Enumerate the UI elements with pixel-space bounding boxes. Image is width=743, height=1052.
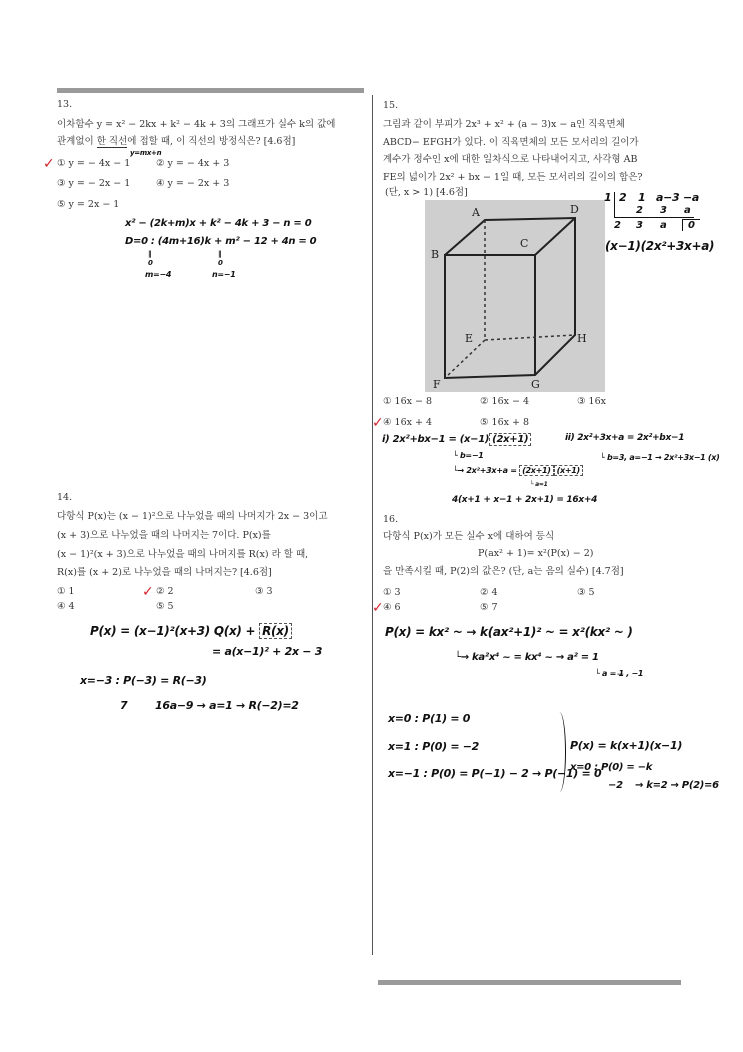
equation: P(ax² + 1)= x²(P(x) − 2)	[478, 548, 594, 559]
question-text: 이차함수 y = x² − 2kx + k² − 4k + 3의 그래프가 실수 k의 값에	[57, 119, 336, 130]
cell: 2	[636, 205, 643, 216]
handwriting: 7	[120, 699, 128, 712]
question-text: 다항식 P(x)는 (x − 1)²으로 나누었을 때의 나머지가 2x − 3이고	[57, 511, 328, 522]
choice-5[interactable]: ⑤ 5	[156, 601, 174, 612]
question-text: 다항식 P(x)가 모든 실수 x에 대하여 등식	[383, 531, 555, 542]
question-text: (x + 3)으로 나누었을 때의 나머지는 7이다. P(x)를	[57, 530, 271, 541]
choice-2[interactable]: ② 4	[480, 587, 498, 598]
choice-1[interactable]: ① y = − 4x − 1	[57, 158, 131, 169]
label-h: H	[577, 332, 587, 345]
handwriting: └ a=1	[530, 481, 548, 488]
question-text: 계수가 정수인 x에 대한 일차식으로 나타내어지고, 사각형 AB	[383, 154, 638, 165]
question-text: 그림과 같이 부피가 2x³ + x² + (a − 3)x − a인 직육면체	[383, 119, 625, 130]
cell: a	[684, 205, 691, 216]
handwriting	[90, 625, 292, 638]
label-e: E	[465, 332, 474, 345]
question-number: 13.	[57, 99, 73, 110]
check-mark-icon: ✓	[142, 584, 154, 600]
handwriting: └ b=−1	[453, 451, 484, 460]
choice-4[interactable]: ④ 16x + 4	[383, 417, 433, 428]
label-g: G	[531, 378, 540, 391]
handwriting: x=1 : P(0) = −2	[388, 740, 480, 753]
cell: a	[660, 220, 667, 231]
handwriting: └ a = 1̶ , −1	[595, 669, 644, 678]
choice-2[interactable]: ② y = − 4x + 3	[156, 158, 230, 169]
handwriting: = a(x−1)² + 2x − 3	[212, 645, 323, 658]
cuboid-figure	[425, 200, 605, 392]
remainder-cell: 0	[682, 219, 700, 231]
question-text: ABCD− EFGH가 있다. 이 직육면체의 모든 모서리의 길이가	[383, 137, 639, 148]
choice-1[interactable]: ① 16x − 8	[383, 396, 433, 407]
boxed-text: (2x+1)	[519, 465, 554, 476]
handwriting: y=mx+n	[130, 149, 162, 157]
cell: 2	[614, 220, 621, 231]
question-number: 15.	[383, 100, 399, 111]
underlined-text: 한 직선	[96, 136, 128, 147]
choice-4[interactable]: ④ 6	[383, 602, 401, 613]
cell: −a	[683, 191, 700, 204]
handwriting: 0	[148, 259, 153, 267]
choice-3[interactable]: ③ y = − 2x − 1	[57, 178, 131, 189]
text: 관계없이	[57, 136, 97, 147]
handwriting: P(x) = kx² ~ → k(ax²+1)² ~ = x²(kx² ~ )	[385, 625, 633, 639]
handwriting: ‖	[148, 250, 152, 258]
handwriting: ii) 2x²+3x+a = 2x²+bx−1	[565, 433, 685, 443]
choice-1[interactable]: ① 3	[383, 587, 401, 598]
handwriting: └→ ka²x⁴ ~ = kx⁴ ~ → a² = 1	[455, 652, 599, 663]
cell: 3	[660, 205, 667, 216]
label-d: D	[570, 203, 579, 216]
choice-5[interactable]: ⑤ y = 2x − 1	[57, 199, 120, 210]
bracket	[553, 712, 566, 792]
boxed-text: R(x)	[259, 623, 292, 639]
division-line	[614, 217, 694, 218]
handwriting	[453, 467, 583, 476]
handwriting: 4(x+1 + x−1 + 2x+1) = 16x+4	[452, 495, 598, 505]
handwriting: (x−1)(2x²+3x+a)	[605, 239, 715, 253]
bottom-bar	[378, 980, 681, 985]
question-text: R(x)를 (x + 2)로 나누었을 때의 나머지는? [4.6점]	[57, 567, 272, 578]
choice-3[interactable]: ③ 3	[255, 586, 273, 597]
divisor: 1	[604, 191, 612, 204]
choice-2[interactable]: ② 2	[156, 586, 174, 597]
cell: 2	[619, 191, 627, 204]
check-mark-icon: ✓	[43, 156, 55, 172]
handwriting: P(x) = k(x+1)(x−1)	[570, 739, 683, 752]
text: └→ 2x²+3x+a =	[453, 466, 520, 475]
handwriting: x=−1 : P(0) = P(−1) − 2 → P(−1) = 0	[388, 767, 602, 780]
question-text: (단, x > 1) [4.6점]	[385, 187, 468, 198]
cell: 1	[638, 191, 646, 204]
question-text: (x − 1)²(x + 3)으로 나누었을 때의 나머지를 R(x) 라 할 때,	[57, 549, 309, 560]
label-f: F	[433, 378, 441, 391]
choice-4[interactable]: ④ 4	[57, 601, 75, 612]
question-number: 14.	[57, 492, 73, 503]
choice-3[interactable]: ③ 5	[577, 587, 595, 598]
label-b: B	[431, 248, 440, 261]
question-number: 16.	[383, 514, 399, 525]
boxed-text: (x+1)	[554, 465, 583, 476]
cell: a−3	[656, 191, 680, 204]
choice-5[interactable]: ⑤ 16x + 8	[480, 417, 530, 428]
choice-2[interactable]: ② 16x − 4	[480, 396, 530, 407]
handwriting: ‖	[218, 250, 222, 258]
handwriting: x=−3 : P(−3) = R(−3)	[80, 674, 207, 687]
handwriting: 0	[218, 259, 223, 267]
choice-1[interactable]: ① 1	[57, 586, 75, 597]
handwriting: └ b=3, a=−1 → 2x²+3x−1 (x)	[600, 453, 720, 462]
handwriting: m=−4	[145, 270, 172, 279]
division-line	[614, 192, 615, 218]
handwriting: n=−1	[212, 270, 236, 279]
choice-3[interactable]: ③ 16x	[577, 396, 606, 407]
handwriting: x=0 : P(1) = 0	[388, 712, 471, 725]
text: 에 접할 때, 이 직선의 방정식은? [4.6점]	[127, 136, 296, 147]
handwriting: D=0 : (4m+16)k + m² − 12 + 4n = 0	[125, 236, 317, 247]
label-c: C	[520, 237, 529, 250]
question-text: 을 만족시킬 때, P(2)의 값은? (단, a는 음의 실수) [4.7점]	[383, 566, 624, 577]
check-mark-icon: ✓	[372, 600, 384, 616]
check-mark-icon: ✓	[372, 415, 384, 431]
handwriting: x=0 : P(0) = −k	[570, 762, 653, 773]
handwriting: → k=2 → P(2)=6	[635, 780, 719, 791]
boxed-text: (2x+1)	[489, 433, 531, 446]
label-a: A	[472, 206, 480, 219]
handwriting: x² − (2k+m)x + k² − 4k + 3 − n = 0	[125, 218, 312, 229]
choice-5[interactable]: ⑤ 7	[480, 602, 498, 613]
handwriting: 16a−9 → a=1 → R(−2)=2	[155, 699, 299, 712]
top-bar	[57, 88, 364, 93]
choice-4[interactable]: ④ y = − 2x + 3	[156, 178, 230, 189]
handwriting	[382, 434, 531, 445]
text: P(x) = (x−1)²(x+3) Q(x) +	[90, 624, 260, 638]
handwriting: −2	[608, 780, 623, 791]
text: i) 2x²+bx−1 = (x−1)	[382, 434, 490, 445]
cell: 3	[636, 220, 643, 231]
question-text	[57, 136, 295, 148]
column-divider	[372, 95, 373, 955]
question-text: FE의 넓이가 2x² + bx − 1일 때, 모든 모서리의 길이의 합은?	[383, 172, 643, 183]
